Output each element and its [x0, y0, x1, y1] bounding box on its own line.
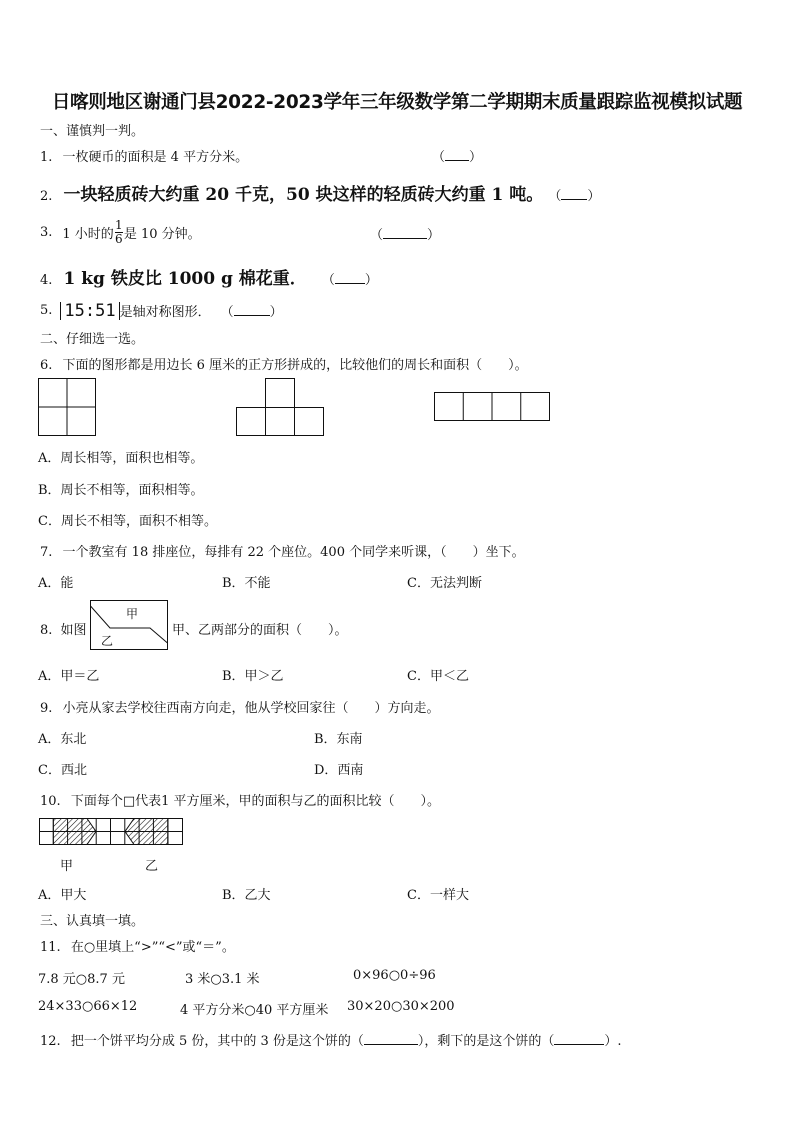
option-d[interactable]: D．西南 — [314, 763, 364, 778]
option-c[interactable]: C．无法判断 — [407, 576, 482, 591]
question-text: 一个教室有 18 排座位，每排有 22 个座位。400 个同学来听课，（ ）坐下。 — [62, 545, 525, 560]
question-text: 下面每个□代表1 平方厘米，甲的面积与乙的面积比较（ ）。 — [70, 794, 441, 809]
answer-blank[interactable] — [364, 1032, 418, 1045]
question-text: 甲、乙两部分的面积（ ）。 — [172, 623, 348, 638]
option-a[interactable]: A．能 — [38, 576, 74, 591]
question-text: 一枚硬币的面积是 4 平方分米。 — [62, 150, 249, 165]
question-text: 1 小时的 — [62, 226, 114, 242]
section-heading: 二、仔细选一选。 — [40, 332, 145, 347]
question-4 — [40, 264, 378, 289]
question-text: ）. — [604, 1034, 622, 1049]
comparison-item[interactable]: 4 平方分米○40 平方厘米 — [180, 1003, 329, 1018]
question-9 — [40, 697, 440, 716]
question-text: 是轴对称图形． — [119, 305, 211, 320]
option-a[interactable]: A．东北 — [38, 732, 87, 747]
question-text: 小亮从家去学校往西南方向走，他从学校回家往（ ）方向走。 — [62, 701, 440, 716]
option-b[interactable]: B．不能 — [222, 576, 271, 591]
option-a[interactable]: A．甲大 — [38, 888, 87, 903]
question-number: 2. — [40, 189, 53, 204]
question-number: 4. — [40, 273, 53, 288]
question-number: 12. — [40, 1034, 61, 1049]
figure-square-2x2 — [38, 378, 98, 438]
section-heading: 三、认真填一填。 — [40, 914, 145, 929]
answer-blank[interactable]: （ ） — [321, 273, 378, 288]
fraction: $\frac{1}{6}$ — [114, 217, 123, 246]
question-number: 1. — [40, 150, 53, 165]
digital-clock-digits: 15:51 — [60, 302, 119, 320]
question-number: 5. — [40, 303, 53, 318]
comparison-item[interactable]: 30×20○30×200 — [347, 999, 455, 1014]
question-6 — [40, 354, 528, 373]
question-text: 把一个饼平均分成 5 份，其中的 3 份是这个饼的（ — [70, 1034, 364, 1049]
question-text: 是 10 分钟。 — [123, 226, 201, 242]
answer-blank[interactable]: （ ） — [432, 150, 483, 165]
option-b[interactable]: B．乙大 — [222, 888, 271, 903]
comparison-item[interactable]: 24×33○66×12 — [38, 999, 138, 1014]
question-text: 下面的图形都是用边长 6 厘米的正方形拼成的，比较他们的周长和面积（ ）。 — [62, 358, 528, 373]
option-c[interactable]: C．一样大 — [407, 888, 469, 903]
question-3 — [40, 215, 201, 249]
question-5 — [40, 301, 283, 320]
question-number: 11. — [40, 940, 61, 955]
option-a[interactable]: A．甲＝乙 — [38, 669, 100, 684]
answer-blank[interactable]: （ ） — [220, 305, 283, 320]
option-c[interactable]: C．周长不相等，面积不相等。 — [38, 514, 217, 529]
question-number: 3. — [40, 224, 53, 240]
figure-t-shape — [236, 378, 326, 438]
answer-blank[interactable]: （ ） — [370, 228, 441, 243]
question-number: 9. — [40, 701, 53, 716]
label-jia: 甲 — [126, 607, 139, 621]
page-title: 日喀则地区谢通门县2022-2023学年三年级数学第二学期期末质量跟踪监视模拟试题 — [51, 92, 743, 113]
option-b[interactable]: B．东南 — [314, 732, 363, 747]
question-number: 10. — [40, 794, 61, 809]
option-a[interactable]: A．周长相等，面积也相等。 — [38, 451, 204, 466]
option-b[interactable]: B．周长不相等，面积相等。 — [38, 483, 204, 498]
question-10 — [40, 790, 440, 809]
answer-blank[interactable] — [554, 1032, 604, 1045]
option-b[interactable]: B．甲＞乙 — [222, 669, 284, 684]
section-heading: 一、谨慎判一判。 — [40, 124, 145, 139]
comparison-item[interactable]: 0×96○0÷96 — [353, 968, 436, 983]
question-text: 一块轻质砖大约重 20 千克，50 块这样的轻质砖大约重 1 吨。 — [63, 185, 544, 205]
figure-row-of-four — [434, 392, 554, 424]
question-2 — [40, 180, 600, 205]
question-text: ），剩下的是这个饼的（ — [417, 1034, 555, 1049]
question-number: 7. — [40, 545, 53, 560]
label-jia: 甲 — [60, 859, 74, 874]
question-11 — [40, 936, 235, 955]
comparison-item[interactable]: 3 米○3.1 米 — [185, 972, 260, 987]
question-8-number: 8. 如图 — [40, 623, 87, 638]
option-c[interactable]: C．甲＜乙 — [407, 669, 469, 684]
option-c[interactable]: C．西北 — [38, 763, 87, 778]
grid-figure-jia-yi — [39, 818, 185, 848]
question-text: 1 kg 铁皮比 1000 g 棉花重． — [63, 269, 307, 289]
comparison-item[interactable]: 7.8 元○8.7 元 — [38, 972, 125, 987]
answer-blank[interactable]: （ ） — [548, 189, 601, 204]
question-7 — [40, 541, 525, 560]
label-yi: 乙 — [101, 634, 114, 648]
question-1 — [40, 146, 248, 165]
label-yi: 乙 — [145, 859, 159, 874]
question-12 — [40, 1030, 622, 1049]
question-number: 6. — [40, 358, 53, 373]
question-text: 在○里填上“>”“<”或“＝”。 — [70, 940, 235, 955]
